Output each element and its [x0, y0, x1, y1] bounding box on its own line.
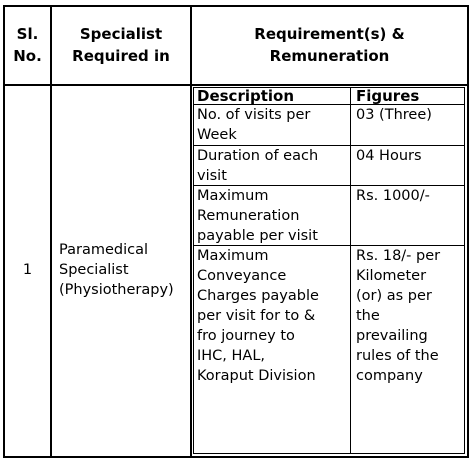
- item-description-line: visit: [197, 168, 227, 184]
- row-specialist: [59, 240, 174, 300]
- header-requirement-line: Remuneration: [269, 47, 390, 65]
- col-divider-2: [190, 5, 192, 458]
- item-figures-line: Rs. 1000/-: [356, 188, 430, 204]
- item-figures: [356, 105, 432, 125]
- item-description-line: per visit for to &: [197, 308, 316, 324]
- header-requirement-line: Requirement(s) &: [254, 25, 405, 43]
- header-specialist-line: Required in: [72, 47, 170, 65]
- item-description-line: No. of visits per: [197, 107, 311, 123]
- item-description-line: payable per visit: [197, 228, 318, 244]
- item-figures-line: 03 (Three): [356, 107, 432, 123]
- inner-table-right: [464, 87, 465, 454]
- item-description-line: Week: [197, 127, 237, 143]
- item-description: [197, 146, 318, 186]
- item-figures-line: prevailing: [356, 328, 428, 344]
- header-row-divider: [3, 84, 469, 86]
- item-description-line: IHC, HAL,: [197, 348, 266, 364]
- table-border-bottom: [3, 456, 469, 458]
- item-description-line: Koraput Division: [197, 368, 316, 384]
- item-description-line: Maximum: [197, 248, 269, 264]
- inner-table-left: [193, 87, 194, 454]
- item-description-line: Remuneration: [197, 208, 300, 224]
- subheader-description: Description: [197, 87, 295, 105]
- item-description-line: fro journey to: [197, 328, 295, 344]
- item-description-line: Duration of each: [197, 148, 319, 164]
- header-sl-no-line: Sl.: [16, 25, 39, 43]
- table-border-top: [3, 5, 469, 7]
- item-description: [197, 246, 319, 386]
- row-sl-number: 1: [22, 262, 33, 278]
- item-figures: [356, 246, 440, 386]
- header-specialist-line: Specialist: [79, 25, 163, 43]
- header-specialist: [52, 23, 190, 67]
- col-divider-1: [50, 5, 52, 458]
- item-figures-line: 04 Hours: [356, 148, 422, 164]
- row-specialist-line: Paramedical: [59, 242, 148, 258]
- item-description-line: Charges payable: [197, 288, 319, 304]
- item-figures-line: rules of the: [356, 348, 439, 364]
- item-figures-line: the: [356, 308, 380, 324]
- item-figures-line: Kilometer: [356, 268, 427, 284]
- item-figures-line: company: [356, 368, 423, 384]
- header-sl-no-line: No.: [13, 47, 42, 65]
- item-description: [197, 186, 318, 246]
- row-specialist-line: Specialist: [59, 262, 129, 278]
- header-requirement: [192, 23, 467, 67]
- item-figures-line: Rs. 18/- per: [356, 248, 441, 264]
- table-border-left: [3, 5, 5, 458]
- item-description-line: Conveyance: [197, 268, 287, 284]
- row-specialist-line: (Physiotherapy): [59, 282, 174, 298]
- inner-table-bottom: [193, 453, 465, 454]
- item-description: [197, 105, 310, 145]
- item-figures-line: (or) as per: [356, 288, 432, 304]
- item-figures: [356, 146, 422, 166]
- inner-col-divider: [350, 87, 351, 454]
- item-description-line: Maximum: [197, 188, 269, 204]
- header-sl-no: [5, 23, 50, 67]
- subheader-figures: Figures: [356, 87, 420, 105]
- item-figures: [356, 186, 430, 206]
- table-border-right: [467, 5, 469, 458]
